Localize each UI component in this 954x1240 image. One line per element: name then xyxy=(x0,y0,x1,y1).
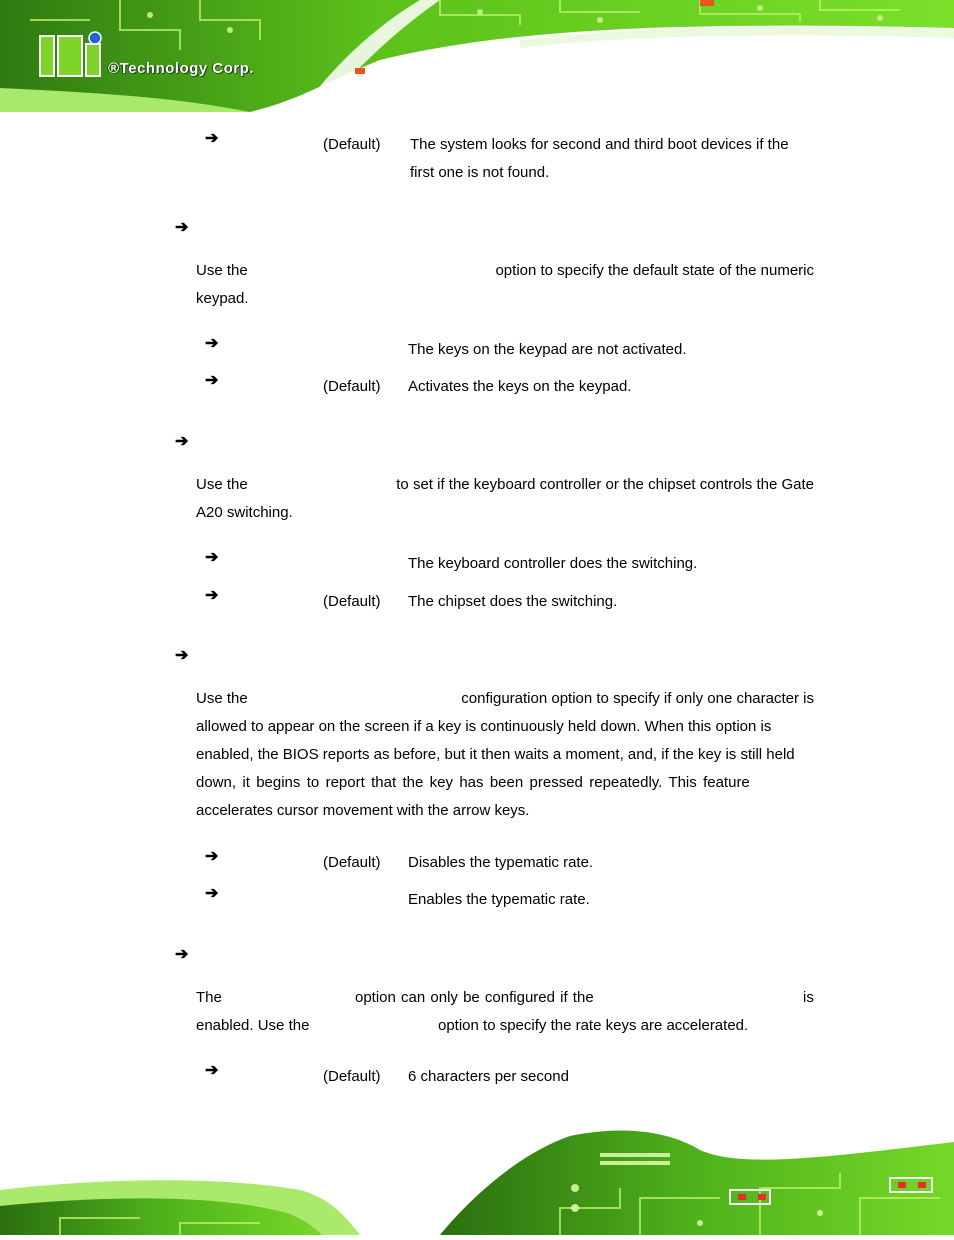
typematic-paragraph xyxy=(196,685,814,825)
company-name: ®Technology Corp. xyxy=(108,60,254,77)
para-text: enabled. Use the xyxy=(196,1017,310,1034)
option-description: 6 characters per second xyxy=(408,1068,569,1085)
default-tag: (Default) xyxy=(323,378,381,395)
gate-a20-paragraph xyxy=(196,471,814,527)
arrow-icon: ➔ xyxy=(205,587,219,604)
arrow-icon: ➔ xyxy=(205,335,219,352)
option-description: The system looks for second and third boot devices if the xyxy=(410,136,789,153)
para-text: Use the xyxy=(196,262,248,279)
arrow-icon: ➔ xyxy=(205,130,219,147)
para-text: Use the xyxy=(196,690,248,707)
arrow-icon: ➔ xyxy=(205,885,219,902)
footer-banner xyxy=(0,1128,954,1235)
option-description: The chipset does the switching. xyxy=(408,593,618,610)
arrow-icon: ➔ xyxy=(205,549,219,566)
para-text: option to specify the rate keys are accelerated. xyxy=(438,1017,749,1034)
para-text: keypad. xyxy=(196,290,249,307)
header-banner xyxy=(0,0,954,112)
section-arrow-icon: ➔ xyxy=(175,946,189,963)
para-text: option can only be configured if the xyxy=(355,989,594,1006)
para-text: to set if the keyboard controller or the chipset controls the Gate xyxy=(396,476,814,493)
default-tag: (Default) xyxy=(323,593,381,610)
para-text: enabled, the BIOS reports as before, but it then waits a moment, and, if the key is still held xyxy=(196,746,795,763)
section-arrow-icon: ➔ xyxy=(175,647,189,664)
para-text: down, it begins to report that the key has been pressed repeatedly. This feature xyxy=(196,774,750,791)
arrow-icon: ➔ xyxy=(205,372,219,389)
para-text: allowed to appear on the screen if a key is continuously held down. When this option is xyxy=(196,718,772,735)
para-text: option to specify the default state of the numeric xyxy=(495,262,814,279)
para-text: is xyxy=(803,989,814,1006)
default-tag: (Default) xyxy=(323,854,381,871)
numlock-paragraph xyxy=(196,257,814,313)
option-description-cont: first one is not found. xyxy=(410,164,550,181)
iei-logo xyxy=(40,32,101,76)
option-description: Enables the typematic rate. xyxy=(408,891,590,908)
para-text: A20 switching. xyxy=(196,504,293,521)
arrow-icon: ➔ xyxy=(205,1062,219,1079)
default-tag: (Default) xyxy=(323,136,381,153)
option-description: The keys on the keypad are not activated. xyxy=(408,341,687,358)
section-arrow-icon: ➔ xyxy=(175,433,189,450)
para-text: The xyxy=(196,989,222,1006)
circuit-board-header-graphic xyxy=(0,0,954,112)
option-description: Activates the keys on the keypad. xyxy=(408,378,632,395)
para-text: Use the xyxy=(196,476,248,493)
arrow-icon: ➔ xyxy=(205,848,219,865)
circuit-board-footer-graphic xyxy=(0,1128,954,1235)
default-tag: (Default) xyxy=(323,1068,381,1085)
para-text: configuration option to specify if only one character is xyxy=(461,690,814,707)
section-arrow-icon: ➔ xyxy=(175,219,189,236)
option-description: Disables the typematic rate. xyxy=(408,854,594,871)
para-text: accelerates cursor movement with the arrow keys. xyxy=(196,802,530,819)
option-description: The keyboard controller does the switching. xyxy=(408,555,698,572)
